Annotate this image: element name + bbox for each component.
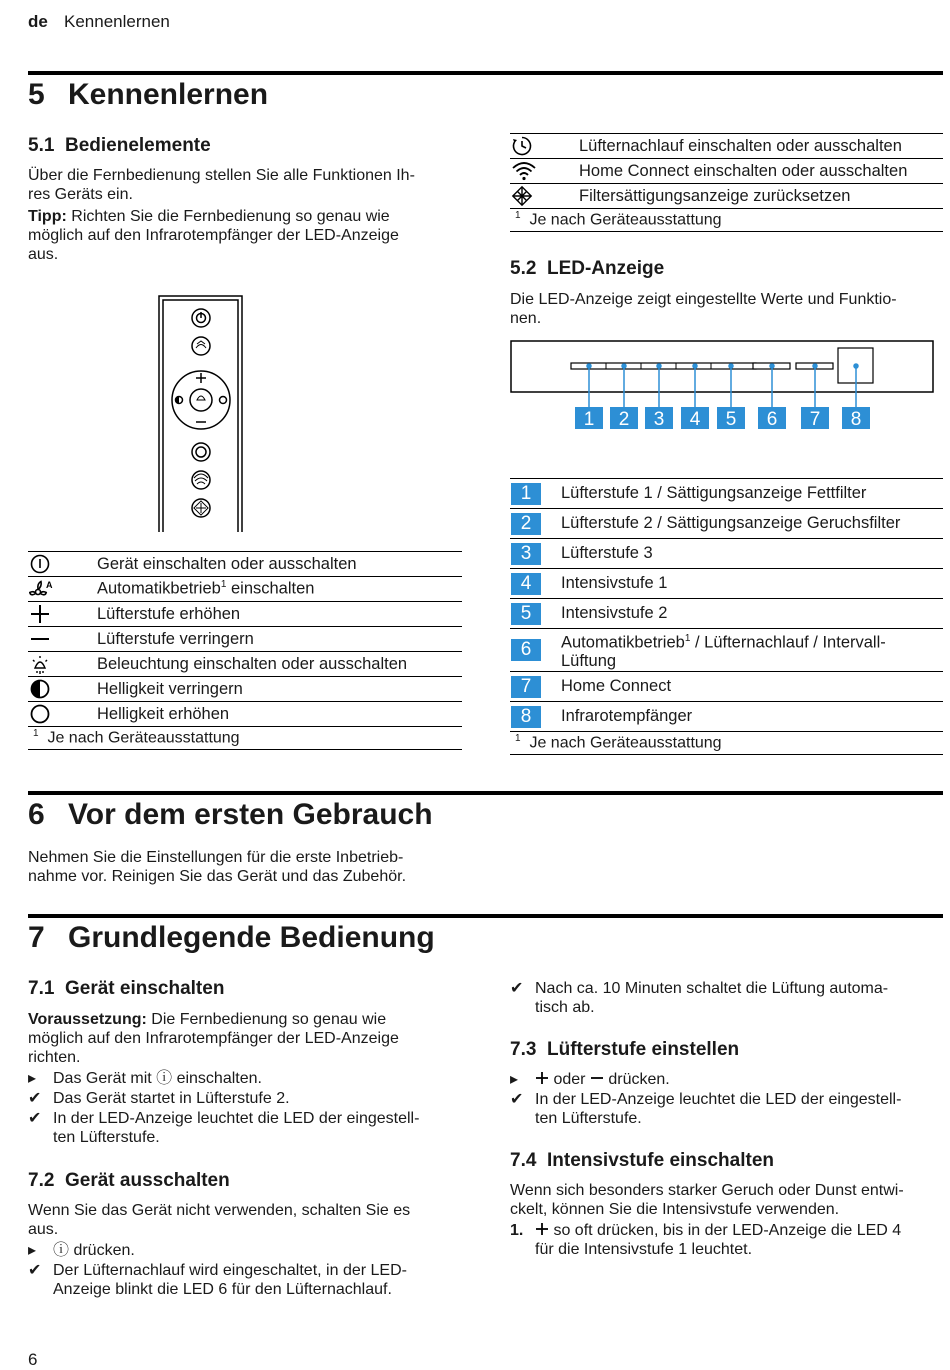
table-row (28, 602, 462, 627)
led-number-badge: 6 (511, 639, 541, 661)
section-rule (28, 71, 943, 75)
led-callout-4: 4 (689, 409, 701, 430)
minus-icon (29, 628, 51, 650)
intro-paragraph: Über die Fernbedienung stellen Sie alle Funktionen Ih- res Geräts ein. (28, 167, 415, 203)
action-arrow-icon: ▸ (28, 1070, 37, 1087)
list-item: ✔ Das Gerät startet in Lüfterstufe 2. (28, 1090, 290, 1107)
led-description: Lüfterstufe 1 / Sättigungsanzeige Fettfilter (561, 479, 943, 509)
subsection-7-1-heading: 7.1 Gerät einschalten (28, 978, 225, 999)
footnote-text: Je nach Geräteausstattung (529, 211, 722, 229)
steps-list (28, 1069, 468, 1148)
timer-icon (511, 135, 533, 157)
list-item: ✔ Der Lüfternachlauf wird eingeschaltet, in der LED- Anzeige blinkt die LED 6 für den Lüfternachlauf. (28, 1262, 407, 1298)
plus-icon (535, 1222, 549, 1236)
check-icon: ✔ (28, 1090, 42, 1107)
led-description: Lüfterstufe 3 (561, 539, 943, 569)
table-row (28, 702, 462, 727)
footnote-row: $^1$ Je nach Geräteausstattung (510, 209, 943, 232)
led-callout-8: 8 (850, 409, 862, 430)
step-number: 1. (510, 1222, 524, 1239)
half-circle-icon (29, 678, 51, 700)
led-callout-2: 2 (618, 409, 630, 430)
table-row (510, 134, 943, 159)
steps-list (510, 1221, 943, 1260)
control-label: Helligkeit erhöhen (97, 702, 462, 727)
header-language: de (28, 12, 48, 31)
led-number-badge: 4 (511, 573, 541, 595)
list-item: ✔ In der LED-Anzeige leuchtet die LED der eingestell- ten Lüfterstufe. (28, 1110, 420, 1146)
table-row (510, 569, 943, 599)
control-label: Automatikbetrieb$^1$ einschalten (97, 577, 462, 602)
control-label: Helligkeit verringern (97, 677, 462, 702)
led-number-badge: 3 (511, 543, 541, 565)
led-number-badge: 8 (511, 706, 541, 728)
list-item: ▸ oder drücken. (510, 1071, 670, 1088)
section-7-4-paragraph: Wenn sich besonders starker Geruch oder Dunst entwi- ckelt, können Sie die Intensivstufe verwenden. (510, 1182, 904, 1218)
check-icon: ✔ (28, 1262, 42, 1279)
footnote-text: Je nach Geräteausstattung (529, 734, 722, 752)
subsection-7-2-heading: 7.2 Gerät ausschalten (28, 1170, 230, 1191)
steps-list (510, 1070, 943, 1129)
list-item: ▸ Das Gerät mit ⓘ einschalten. (28, 1070, 262, 1087)
table-row (510, 509, 943, 539)
control-label: Filtersättigungsanzeige zurücksetzen (579, 184, 943, 209)
controls-table-continued (510, 133, 943, 232)
filter-icon (511, 185, 533, 207)
footnote-row: $^1$ Je nach Geräteausstattung (28, 727, 462, 750)
subsection-number: 5.1 (28, 135, 55, 156)
table-row (28, 652, 462, 677)
circle-icon (29, 703, 51, 725)
led-number-badge: 7 (511, 676, 541, 698)
table-row (510, 672, 943, 702)
led-number-badge: 5 (511, 603, 541, 625)
check-icon: ✔ (28, 1110, 42, 1127)
section-title: Kennenlernen (68, 78, 269, 111)
table-row (510, 159, 943, 184)
led-callout-1: 1 (583, 409, 595, 430)
page-number: 6 (28, 1350, 38, 1369)
section-rule (28, 791, 943, 795)
table-row (28, 577, 462, 602)
svg-text:A: A (46, 580, 53, 590)
section-number: 5 (28, 78, 45, 111)
minus-icon (590, 1071, 604, 1085)
list-item: ✔ Nach ca. 10 Minuten schaltet die Lüftung automa- tisch ab. (510, 980, 889, 1016)
controls-table (28, 551, 462, 750)
table-row (510, 702, 943, 732)
led-description: Intensivstufe 1 (561, 569, 943, 599)
section-rule (28, 914, 943, 918)
section-6-heading: 6 Vor dem ersten Gebrauch (28, 798, 433, 831)
subsection-5-2-heading: 5.2 LED-Anzeige (510, 258, 665, 279)
control-label: Gerät einschalten oder ausschalten (97, 552, 462, 577)
led-description: Lüfterstufe 2 / Sättigungsanzeige Geruchsfilter (561, 509, 943, 539)
list-item: ✔ In der LED-Anzeige leuchtet die LED der eingestell- ten Lüfterstufe. (510, 1091, 902, 1127)
control-label: Home Connect einschalten oder ausschalten (579, 159, 943, 184)
led-callout-3: 3 (653, 409, 665, 430)
led-number-badge: 2 (511, 513, 541, 535)
plus-icon (29, 603, 51, 625)
led-table (510, 478, 943, 755)
table-row (28, 677, 462, 702)
action-arrow-icon: ▸ (28, 1242, 37, 1259)
table-row (28, 627, 462, 652)
led-callout-5: 5 (725, 409, 737, 430)
table-row (510, 599, 943, 629)
section-6-paragraph: Nehmen Sie die Einstellungen für die erste Inbetrieb- nahme vor. Reinigen Sie das Gerät und das Zubehör. (28, 849, 407, 885)
header-title: Kennenlernen (64, 12, 170, 31)
table-row (510, 184, 943, 209)
steps-list-continued (510, 979, 943, 1018)
section-7-heading: 7 Grundlegende Bedienung (28, 921, 435, 954)
plus-icon (535, 1071, 549, 1085)
led-callout-6: 6 (766, 409, 778, 430)
list-item: ▸ ⓘ drücken. (28, 1242, 135, 1259)
subsection-7-3-heading: 7.3 Lüfterstufe einstellen (510, 1039, 740, 1060)
table-row (28, 552, 462, 577)
subsection-5-1-heading (28, 135, 211, 157)
footnote-text: Je nach Geräteausstattung (47, 729, 240, 747)
section-7-2-paragraph: Wenn Sie das Gerät nicht verwenden, schalten Sie es aus. (28, 1202, 411, 1238)
power-icon (29, 553, 51, 575)
led-callout-7: 7 (809, 409, 821, 430)
control-label: Lüfterstufe verringern (97, 627, 462, 652)
action-arrow-icon: ▸ (510, 1071, 519, 1088)
list-item: 1. so oft drücken, bis in der LED-Anzeige die LED 4 für die Intensivstufe 1 leuchtet. (510, 1222, 902, 1258)
remote-control-illustration (150, 290, 250, 535)
footnote-row: $^1$ Je nach Geräteausstattung (510, 732, 943, 755)
check-icon: ✔ (510, 980, 524, 997)
auto-fan-icon (29, 578, 55, 600)
led-display-illustration (510, 340, 935, 435)
led-description: Home Connect (561, 672, 943, 702)
tip-paragraph: Tipp: Richten Sie die Fernbedienung so genau wie möglich auf den Infrarotempfänger der LED-Anzeige aus. (28, 208, 399, 263)
section-5-heading (28, 78, 268, 112)
led-description: Automatikbetrieb$^1$ / Lüfternachlauf / Intervall- Lüftung (561, 629, 943, 672)
subsection-title: Bedienelemente (64, 135, 211, 156)
check-icon: ✔ (510, 1091, 524, 1108)
table-row (510, 629, 943, 672)
control-label: Lüfterstufe erhöhen (97, 602, 462, 627)
table-row (510, 539, 943, 569)
control-label: Beleuchtung einschalten oder ausschalten (97, 652, 462, 677)
prerequisite-paragraph: Voraussetzung: Die Fernbedienung so genau wie möglich auf den Infrarotempfänger der LED-Anzeige richten. (28, 1011, 399, 1066)
led-description: Infrarotempfänger (561, 702, 943, 732)
led-number-badge: 1 (511, 483, 541, 505)
led-description: Intensivstufe 2 (561, 599, 943, 629)
led-intro-paragraph: Die LED-Anzeige zeigt eingestellte Werte und Funktio- nen. (510, 291, 897, 327)
light-icon (29, 653, 51, 675)
steps-list (28, 1241, 468, 1300)
wifi-icon (511, 160, 537, 182)
subsection-7-4-heading: 7.4 Intensivstufe einschalten (510, 1150, 774, 1171)
control-label: Lüfternachlauf einschalten oder ausschalten (579, 134, 943, 159)
table-row (510, 479, 943, 509)
